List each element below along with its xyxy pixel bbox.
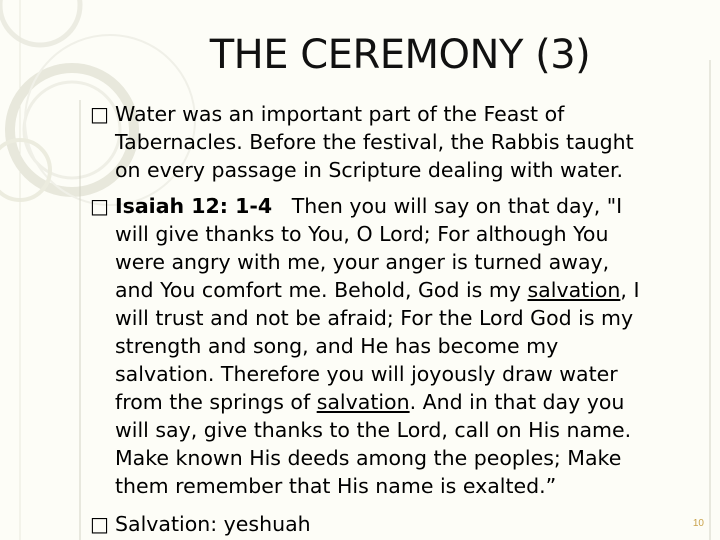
line-4-text-a: and You comfort me. Behold, God is my [115, 278, 528, 302]
bullet-2-line-1-text: Then you will say on that day, "I [291, 194, 623, 218]
bullet-2-line-9: will say, give thanks to the Lord, call on His name. [115, 418, 632, 442]
bullet-2-line-7: salvation. Therefore you will joyously draw water [115, 362, 618, 386]
underlined-salvation: salvation [316, 390, 410, 414]
slide-title: THE CEREMONY (3) [209, 32, 591, 78]
scripture-reference: Isaiah 12: 1-4 [115, 194, 273, 218]
bullet-marker: □ [90, 194, 109, 218]
bullet-3-line-1: Salvation: yeshuah [115, 512, 311, 536]
bullet-2-line-2: will give thanks to You, O Lord; For although You [115, 222, 609, 246]
bullet-2-line-6: strength and song, and He has become my [115, 334, 559, 358]
underlined-salvation: salvation [527, 278, 621, 302]
page-number: 10 [692, 518, 704, 529]
bullet-1-line-2: Tabernacles. Before the festival, the Rabbis taught [115, 130, 634, 154]
line-4-text-b: , I [620, 278, 640, 302]
bullet-1-line-1: Water was an important part of the Feast of [115, 102, 565, 126]
bullet-2-line-1 [115, 192, 622, 220]
bullet-2-line-5: will trust and not be afraid; For the Lord God is my [115, 306, 634, 330]
bullet-2-line-4 [115, 276, 640, 304]
bullet-2-line-10: Make known His deeds among the peoples; Make [115, 446, 622, 470]
bullet-2-line-3: were angry with me, your anger is turned away, [115, 250, 610, 274]
line-8-text-a: from the springs of [115, 390, 317, 414]
line-8-text-b: . And in that day you [409, 390, 625, 414]
bullet-2-line-11: them remember that His name is exalted.” [115, 474, 557, 498]
bullet-1-line-3: on every passage in Scripture dealing with water. [115, 158, 624, 182]
bullet-marker: □ [90, 512, 109, 536]
bullet-2-line-8 [115, 388, 624, 416]
bullet-marker: □ [90, 102, 109, 126]
